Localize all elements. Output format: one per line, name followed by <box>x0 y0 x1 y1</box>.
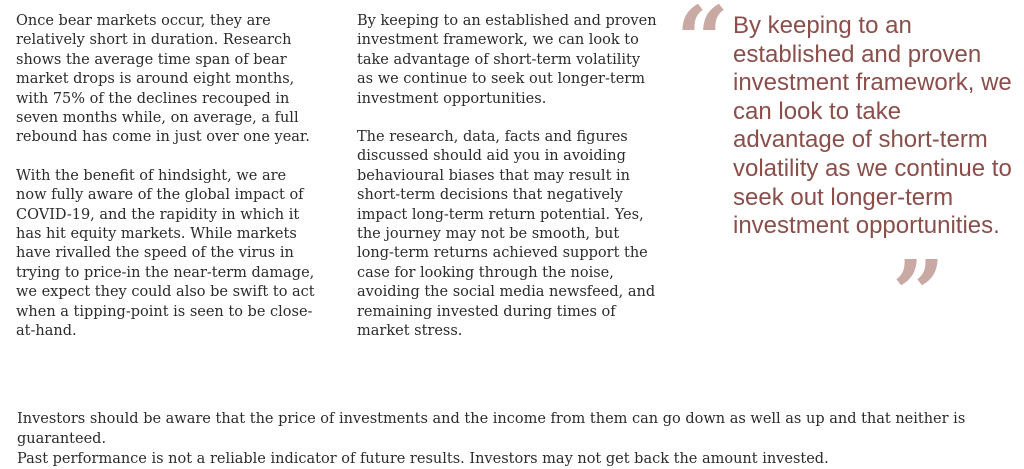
disclaimer <box>17 409 1017 469</box>
close-quote-icon: ” <box>892 240 945 348</box>
disclaimer-line-1: Investors should be aware that the price of investments and the income from them can go down as well as up and that neither is guaranteed. <box>17 411 966 447</box>
left-paragraph-2: With the benefit of hindsight, we are now fully aware of the global impact of COVID-19, and the rapidity in which it has hit equity markets. While markets have rivalled the speed of the virus in trying to price-in the near-term damage, we expect they could also be swift to act when a tipping-point is seen to be close-at-hand. <box>16 167 315 340</box>
middle-paragraph-2: The research, data, facts and figures discussed should aid you in avoiding behavioural biases that may result in short-term decisions that negatively impact long-term return potential. Yes, the journey may not be smooth, but long-term returns achieved support the case for looking through the noise, avoiding the social media newsfeed, and remaining invested during times of market stress. <box>357 129 656 340</box>
open-quote-icon: “ <box>676 0 729 94</box>
middle-paragraph-1: By keeping to an established and proven investment framework, we can look to take advantage of short-term volatility as we continue to seek out longer-term investment opportunities. <box>357 13 657 107</box>
left-text-column <box>16 12 316 361</box>
middle-text-column <box>357 12 657 361</box>
pull-quote <box>676 0 1016 348</box>
left-paragraph-1: Once bear markets occur, they are relatively short in duration. Research shows the average time span of bear market drops is around eight months, with 75% of the declines recouped in seven months while, on average, a full rebound has come in just over one year. <box>16 13 310 146</box>
disclaimer-line-2: Past performance is not a reliable indicator of future results. Investors may not get back the amount invested. <box>17 451 829 467</box>
pull-quote-text: By keeping to an established and proven investment framework, we can look to take advantage of short-term volatility as we continue to seek out longer-term investment opportunities. <box>733 12 1012 240</box>
